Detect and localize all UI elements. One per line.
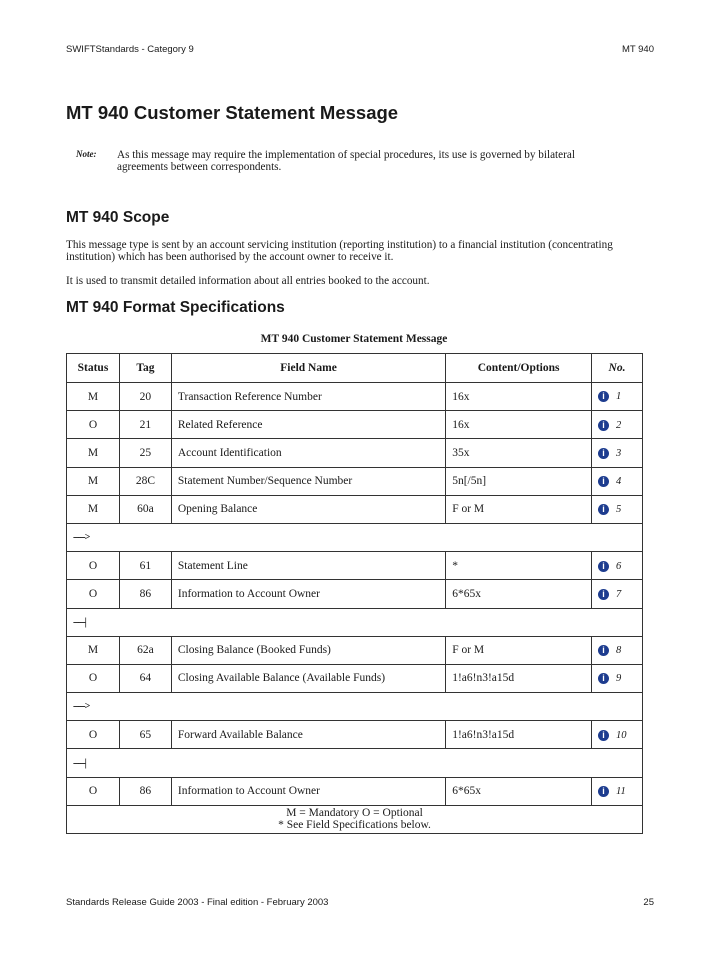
page-title: MT 940 Customer Statement Message: [66, 102, 399, 123]
field-number: 9: [616, 673, 622, 685]
info-icon[interactable]: i: [598, 673, 609, 684]
tag-cell: 25: [119, 439, 171, 467]
field-number: 10: [616, 729, 627, 741]
loop-marker-row: [67, 608, 643, 636]
tag-cell: 60a: [119, 495, 171, 523]
table-row: [67, 580, 643, 608]
info-icon[interactable]: i: [598, 561, 609, 572]
column-header-field-name: Field Name: [171, 354, 445, 383]
field-number: 7: [616, 588, 622, 600]
table-row: [67, 777, 643, 805]
field-number: 3: [616, 447, 622, 459]
loop-marker-row: [67, 523, 643, 551]
field-number-cell: [592, 552, 643, 580]
table-row: [67, 664, 643, 692]
table-header-row: [67, 354, 643, 383]
status-cell: M: [67, 383, 120, 411]
content-options-cell: 16x: [446, 383, 592, 411]
status-cell: O: [67, 580, 120, 608]
status-cell: O: [67, 411, 120, 439]
content-options-cell: 6*65x: [446, 777, 592, 805]
tag-cell: 62a: [119, 636, 171, 664]
status-cell: O: [67, 777, 120, 805]
content-options-cell: F or M: [446, 495, 592, 523]
loop-marker: -----|: [67, 608, 643, 636]
status-cell: M: [67, 467, 120, 495]
field-number-cell: [592, 495, 643, 523]
tag-cell: 64: [119, 664, 171, 692]
scope-paragraph: It is used to transmit detailed information about all entries booked to the account.: [66, 275, 430, 287]
format-spec-table: [66, 353, 643, 834]
note-text: As this message may require the implementation of special procedures, its use is governed by bilateral agreements between correspondents.: [117, 149, 575, 173]
field-number-cell: [592, 636, 643, 664]
scope-paragraph: This message type is sent by an account servicing institution (reporting institution) to a financial institution (concentrating institution) which has been authorised by the account owner to receive it.: [66, 239, 613, 263]
info-icon[interactable]: i: [598, 589, 609, 600]
content-options-cell: 5n[/5n]: [446, 467, 592, 495]
content-options-cell: 16x: [446, 411, 592, 439]
content-options-cell: 1!a6!n3!a15d: [446, 721, 592, 749]
field-name-cell: Statement Number/Sequence Number: [171, 467, 445, 495]
table-row: [67, 636, 643, 664]
tag-cell: 65: [119, 721, 171, 749]
field-number: 6: [616, 560, 622, 572]
status-cell: M: [67, 495, 120, 523]
field-number: 1: [616, 391, 622, 403]
table-row: [67, 495, 643, 523]
legend-line: * See Field Specifications below.: [278, 819, 431, 832]
legend-line: M = Mandatory O = Optional: [286, 807, 423, 820]
field-number: 8: [616, 645, 622, 657]
field-name-cell: Transaction Reference Number: [171, 383, 445, 411]
loop-marker-row: [67, 693, 643, 721]
format-heading: MT 940 Format Specifications: [66, 299, 285, 316]
field-number: 5: [616, 504, 622, 516]
column-header-status: Status: [67, 354, 120, 383]
field-name-cell: Account Identification: [171, 439, 445, 467]
tag-cell: 28C: [119, 467, 171, 495]
field-number: 2: [616, 419, 622, 431]
column-header-number: No.: [592, 354, 643, 383]
page-number: 25: [643, 897, 654, 908]
info-icon[interactable]: i: [598, 504, 609, 515]
field-number: 11: [616, 786, 626, 798]
loop-marker: ----->: [67, 523, 643, 551]
info-icon[interactable]: i: [598, 448, 609, 459]
note-label: Note:: [76, 149, 97, 159]
table-caption: MT 940 Customer Statement Message: [260, 333, 448, 345]
table-row: [67, 439, 643, 467]
column-header-tag: Tag: [119, 354, 171, 383]
field-number-cell: [592, 467, 643, 495]
table-row: [67, 411, 643, 439]
info-icon[interactable]: i: [598, 391, 609, 402]
content-options-cell: 35x: [446, 439, 592, 467]
loop-marker: -----|: [67, 749, 643, 777]
field-name-cell: Related Reference: [171, 411, 445, 439]
info-icon[interactable]: i: [598, 645, 609, 656]
content-options-cell: *: [446, 552, 592, 580]
table-row: [67, 552, 643, 580]
table-row: [67, 467, 643, 495]
field-name-cell: Opening Balance: [171, 495, 445, 523]
field-number-cell: [592, 664, 643, 692]
tag-cell: 61: [119, 552, 171, 580]
table-row: [67, 721, 643, 749]
scope-heading: MT 940 Scope: [66, 209, 170, 226]
table-row: [67, 383, 643, 411]
info-icon[interactable]: i: [598, 786, 609, 797]
running-header-right: MT 940: [621, 44, 654, 55]
table-legend: [67, 805, 643, 833]
status-cell: O: [67, 552, 120, 580]
field-number-cell: [592, 580, 643, 608]
field-name-cell: Information to Account Owner: [171, 580, 445, 608]
status-cell: O: [67, 664, 120, 692]
status-cell: O: [67, 721, 120, 749]
status-cell: M: [67, 439, 120, 467]
content-options-cell: 6*65x: [446, 580, 592, 608]
field-name-cell: Forward Available Balance: [171, 721, 445, 749]
info-icon[interactable]: i: [598, 476, 609, 487]
tag-cell: 86: [119, 580, 171, 608]
field-name-cell: Closing Available Balance (Available Funds): [171, 664, 445, 692]
loop-marker-row: [67, 749, 643, 777]
field-name-cell: Information to Account Owner: [171, 777, 445, 805]
field-number-cell: [592, 439, 643, 467]
running-header-left: SWIFTStandards - Category 9: [66, 44, 194, 55]
footer-left: Standards Release Guide 2003 - Final edition - February 2003: [66, 897, 329, 908]
field-number-cell: [592, 383, 643, 411]
content-options-cell: F or M: [446, 636, 592, 664]
field-number-cell: [592, 777, 643, 805]
field-number: 4: [616, 476, 622, 488]
content-options-cell: 1!a6!n3!a15d: [446, 664, 592, 692]
table-body: [67, 383, 643, 806]
tag-cell: 21: [119, 411, 171, 439]
status-cell: M: [67, 636, 120, 664]
info-icon[interactable]: i: [598, 730, 609, 741]
field-name-cell: Closing Balance (Booked Funds): [171, 636, 445, 664]
field-name-cell: Statement Line: [171, 552, 445, 580]
tag-cell: 86: [119, 777, 171, 805]
tag-cell: 20: [119, 383, 171, 411]
column-header-content-options: Content/Options: [446, 354, 592, 383]
loop-marker: ----->: [67, 693, 643, 721]
field-number-cell: [592, 411, 643, 439]
legend-row: [67, 805, 643, 833]
field-number-cell: [592, 721, 643, 749]
info-icon[interactable]: i: [598, 420, 609, 431]
